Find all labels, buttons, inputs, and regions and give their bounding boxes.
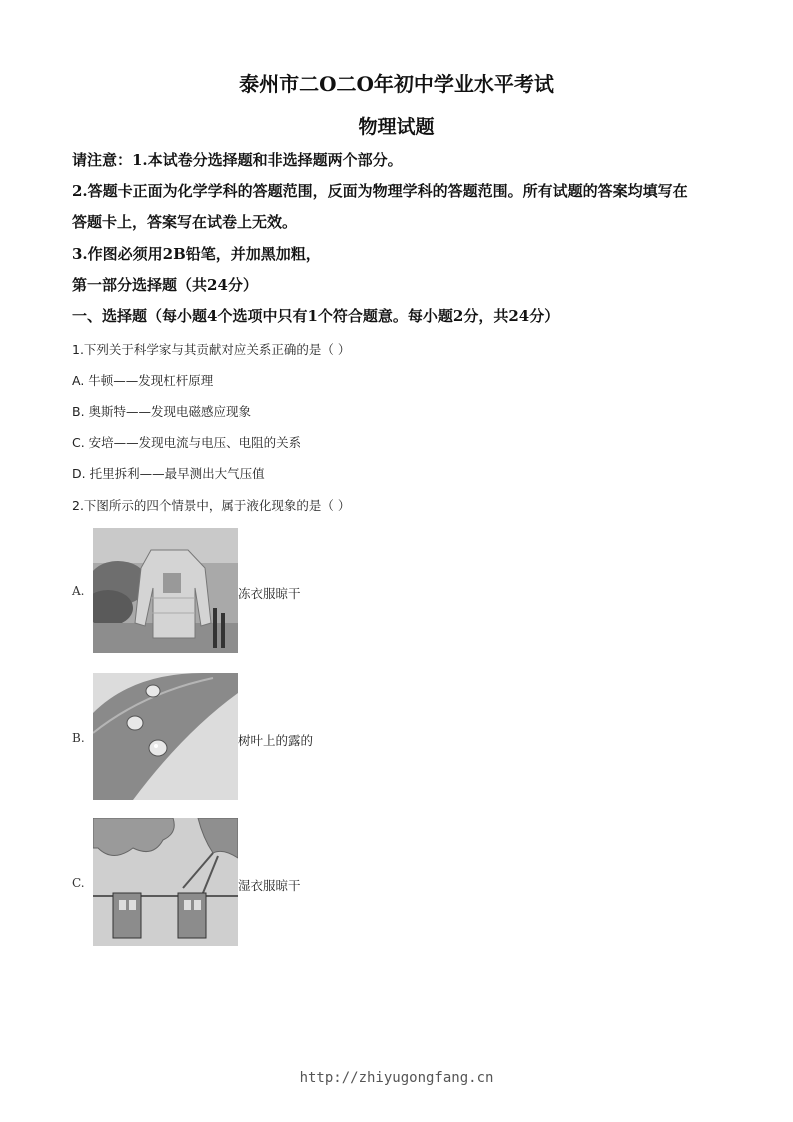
note-line-2: 2.答题卡正面为化学学科的答题范围，反面为物理学科的答题范围。所有试题的答案均填写在 <box>72 182 688 200</box>
part1-heading: 第一部分选择题（共24分） <box>72 276 258 294</box>
note-line-4: 3.作图必须用2B铅笔，并加黑加粗， <box>72 245 321 263</box>
question-2-option-b-letter: B. <box>72 731 85 745</box>
question-2-option-a-letter: A. <box>72 584 85 598</box>
subject-title: 物理试题 <box>358 116 435 138</box>
question-1-option-c: C. 安培——发现电流与电压、电阻的关系 <box>72 435 302 450</box>
question-1-option-b: B. 奥斯特——发现电磁感应现象 <box>72 404 252 419</box>
dew-on-leaf-photo <box>93 673 238 800</box>
exam-title: 泰州市二O二O年初中学业水平考试 <box>239 72 554 96</box>
question-1-option-a: A. 牛顿——发现杠杆原理 <box>72 373 214 388</box>
section1-heading: 一、选择题（每小题4个选项中只有1个符合题意。每小题2分，共24分） <box>72 307 560 325</box>
question-2-option-b-text: 树叶上的露的 <box>238 733 314 748</box>
frozen-clothes-photo <box>93 528 238 653</box>
wet-clothes-drying-photo <box>93 818 238 946</box>
note-line-3: 答题卡上，答案写在试卷上无效。 <box>72 213 298 231</box>
question-1-stem: 1.下列关于科学家与其贡献对应关系正确的是（ ） <box>72 342 351 357</box>
question-2-stem: 2.下图所示的四个情景中，属于液化现象的是（ ） <box>72 498 351 513</box>
question-2-option-c-letter: C. <box>72 876 85 890</box>
question-2-option-a-text: 冻衣服晾干 <box>238 586 301 601</box>
note-line-1: 请注意：1.本试卷分选择题和非选择题两个部分。 <box>72 151 403 169</box>
question-2-option-c-text: 湿衣服晾干 <box>238 878 301 893</box>
footer-url: http://zhiyugongfang.cn <box>299 1070 494 1086</box>
question-1-option-d: D. 托里拆利——最早测出大气压值 <box>72 466 265 481</box>
